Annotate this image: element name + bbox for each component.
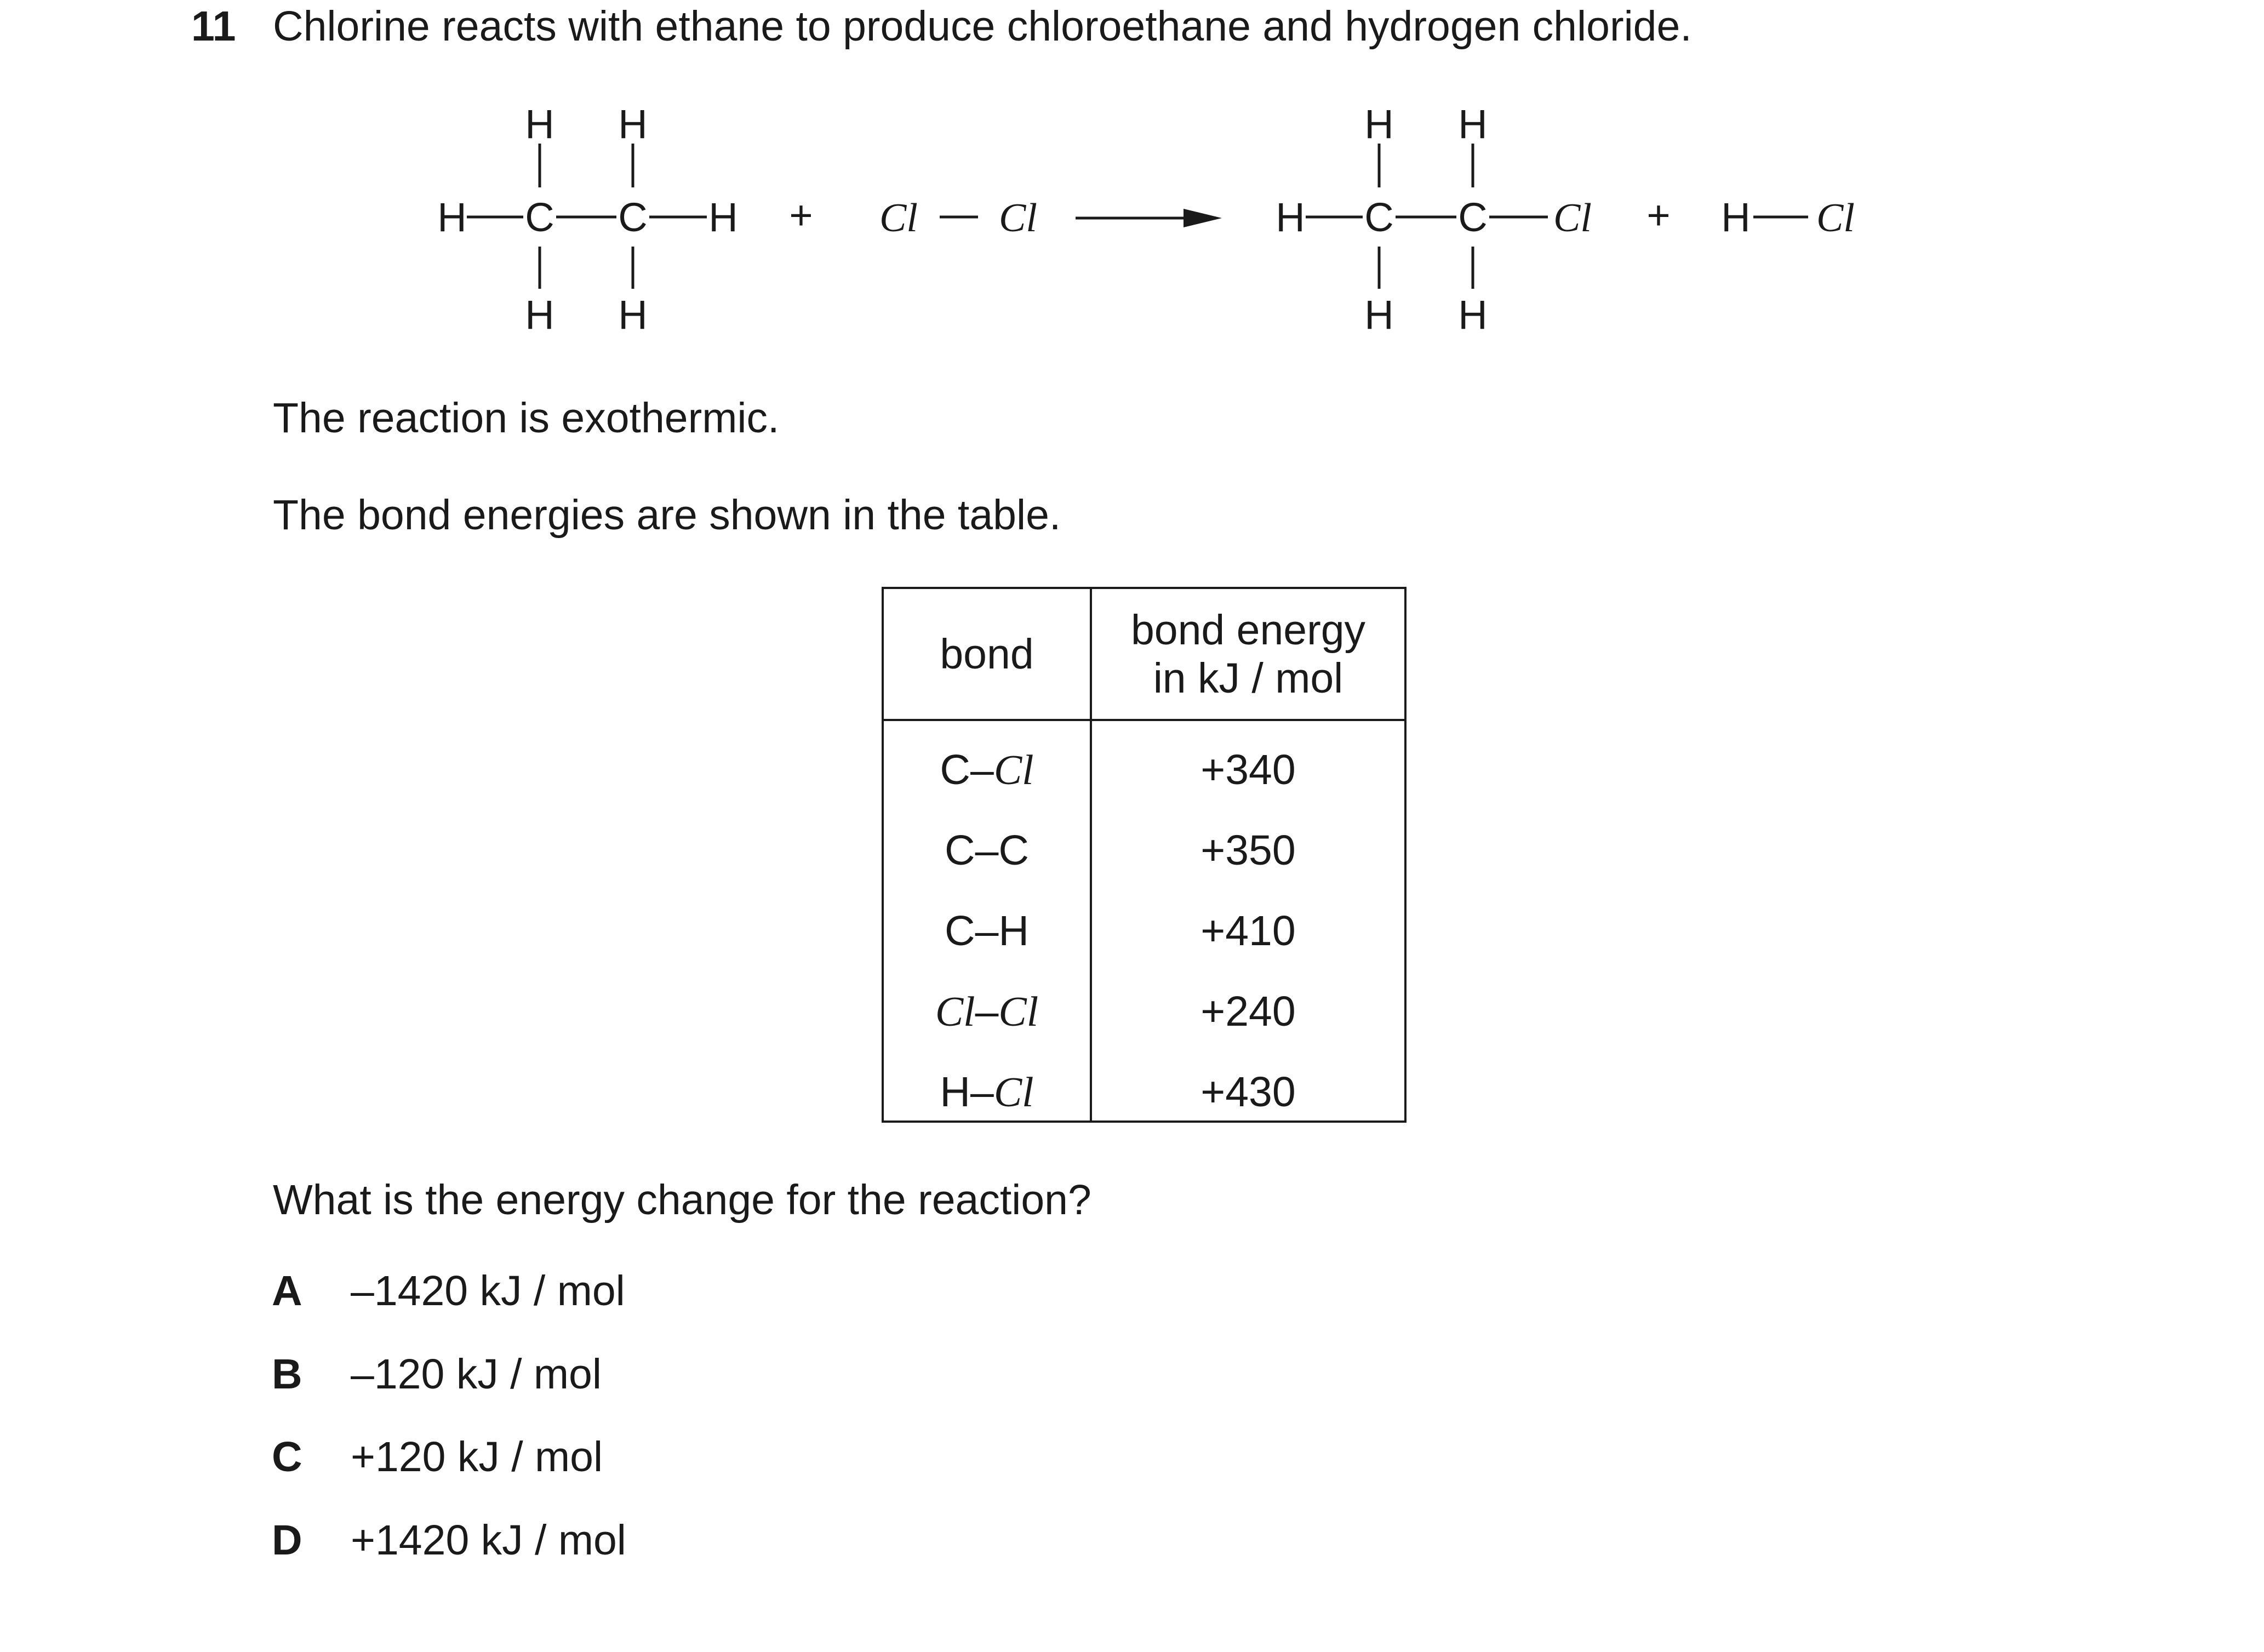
ethane-h-bottom-right: H	[618, 292, 648, 338]
option-letter: B	[272, 1351, 302, 1398]
plus-sign-1: +	[789, 192, 813, 238]
table-row-energy: +350	[1200, 827, 1296, 874]
chloroethane-c2: C	[1458, 195, 1488, 240]
table-divider-horizontal	[884, 719, 1404, 721]
statement-bond-energies: The bond energies are shown in the table.	[273, 491, 1061, 539]
ethane-h-top-left: H	[525, 101, 554, 147]
option-text: –120 kJ / mol	[351, 1351, 602, 1398]
statement-exothermic: The reaction is exothermic.	[273, 395, 780, 442]
table-row-bond: C–H	[944, 907, 1030, 954]
question-text: Chlorine reacts with ethane to produce chloroethane and hydrogen chloride.	[273, 3, 1692, 50]
chloroethane-cl: Cl	[1553, 196, 1592, 241]
ethane-c2: C	[618, 195, 648, 240]
chloroethane-h-top-left: H	[1364, 101, 1394, 147]
option-text: +1420 kJ / mol	[351, 1517, 626, 1564]
chloroethane-h-bottom-right: H	[1458, 292, 1488, 338]
question-number: 11	[191, 3, 236, 50]
table-row-bond: Cl–Cl	[935, 988, 1039, 1035]
question-prompt: What is the energy change for the reaction?	[273, 1176, 1091, 1224]
option-letter: A	[272, 1267, 302, 1314]
hcl-h: H	[1721, 195, 1751, 240]
ethane-c1: C	[525, 195, 554, 240]
chloroethane-h-left: H	[1276, 195, 1305, 240]
option-letter: D	[272, 1517, 302, 1564]
table-row-bond: C–C	[944, 827, 1030, 874]
ethane-h-top-right: H	[618, 101, 648, 147]
chlorine-molecule	[879, 196, 1037, 241]
table-row-energy: +430	[1200, 1068, 1296, 1116]
option-text: –1420 kJ / mol	[351, 1267, 625, 1314]
header-energy-line1: bond energy	[1130, 607, 1366, 654]
table-row-energy: +240	[1200, 988, 1296, 1035]
option-letter: C	[272, 1433, 302, 1480]
header-energy-line2: in kJ / mol	[1153, 655, 1343, 702]
header-bond: bond	[940, 631, 1034, 678]
hcl-cl: Cl	[1816, 196, 1855, 241]
ethane-h-bottom-left: H	[525, 292, 554, 338]
table-row-bond: H–Cl	[940, 1068, 1034, 1116]
header-bond-energy	[1092, 606, 1404, 702]
table-row-bond: C–Cl	[940, 746, 1034, 793]
chloroethane-structure	[1276, 101, 1592, 338]
chloroethane-h-bottom-left: H	[1364, 292, 1394, 338]
chlorine-cl-right: Cl	[999, 196, 1037, 241]
option-text: +120 kJ / mol	[351, 1433, 603, 1480]
chloroethane-c1: C	[1364, 195, 1394, 240]
reaction-arrow	[1076, 209, 1222, 227]
bond-energy-table	[882, 587, 1407, 1123]
ethane-structure	[437, 101, 737, 338]
ethane-h-left: H	[437, 195, 467, 240]
hydrogen-chloride-molecule	[1721, 195, 1855, 241]
table-row-energy: +340	[1200, 746, 1296, 793]
plus-sign-2: +	[1646, 192, 1671, 238]
chloroethane-h-top-right: H	[1458, 101, 1488, 147]
ethane-h-right: H	[708, 195, 738, 240]
table-row-energy: +410	[1200, 907, 1296, 954]
chlorine-cl-left: Cl	[879, 196, 918, 241]
